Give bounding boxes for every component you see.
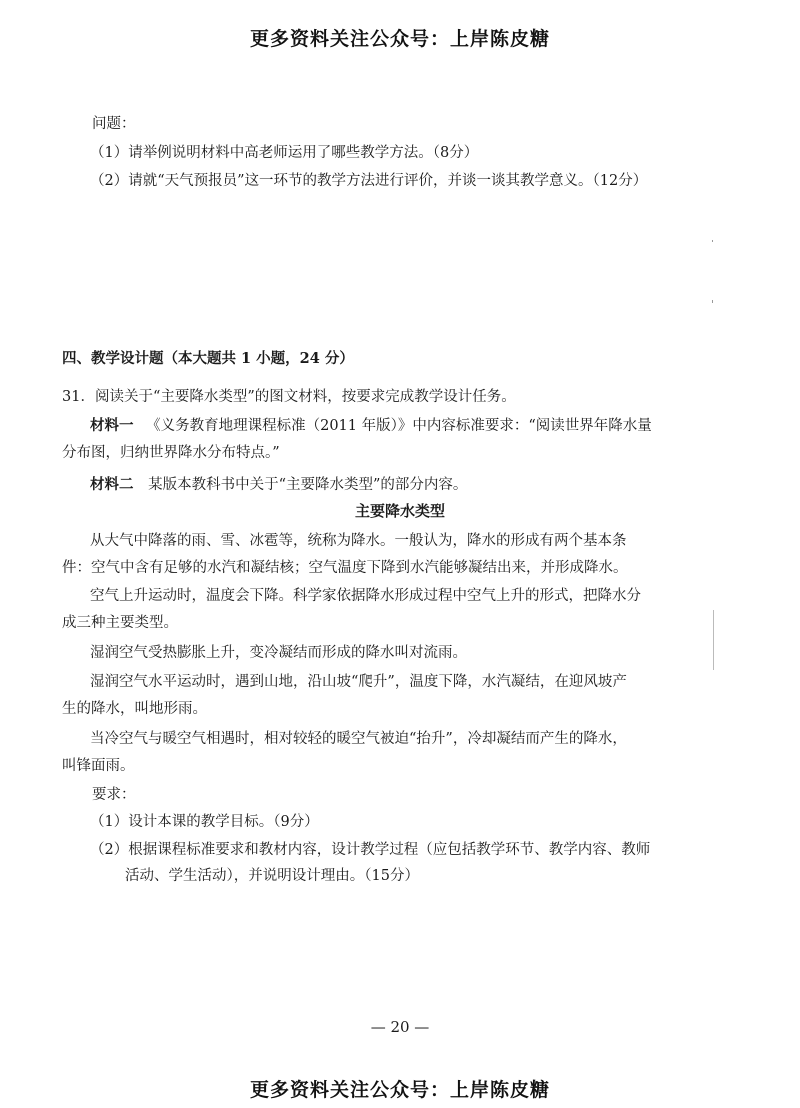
- material-1-label: 材料一: [90, 417, 134, 434]
- textbook-title: 主要降水类型: [354, 502, 445, 520]
- material-1-text: 《义务教育地理课程标准（2011 年版）》中内容标准要求：“阅读世界年降水量: [146, 418, 652, 434]
- requirement-2-line-2: 活动、学生活动），并说明设计理由。（15分）: [125, 868, 419, 884]
- question-1: （1）请举例说明材料中高老师运用了哪些教学方法。（8分）: [90, 145, 479, 161]
- material-1-line-1: [90, 414, 652, 435]
- scan-artifact: [712, 240, 713, 242]
- paragraph-4-line-1: 湿润空气水平运动时，遇到山地，沿山坡“爬升”，温度下降，水汽凝结，在迎风坡产: [90, 674, 627, 690]
- requirement-1: （1）设计本课的教学目标。（9分）: [90, 814, 319, 830]
- paragraph-5-line-1: 当冷空气与暖空气相遇时，相对较轻的暖空气被迫“抬升”，冷却凝结而产生的降水，: [90, 731, 627, 747]
- material-1-line-2: 分布图，归纳世界降水分布特点。”: [62, 445, 280, 461]
- requirement-2-line-1: （2）根据课程标准要求和教材内容，设计教学过程（应包括教学环节、教学内容、教师: [90, 842, 651, 858]
- section-heading: 四、教学设计题（本大题共 1 小题，24 分）: [62, 350, 354, 367]
- question-2: （2）请就“天气预报员”这一环节的教学方法进行评价，并谈一谈其教学意义。（12分）: [90, 173, 648, 189]
- questions-label: 问题：: [92, 116, 136, 132]
- material-2: [90, 473, 467, 494]
- scan-artifact: [713, 610, 714, 670]
- material-2-label: 材料二: [90, 476, 134, 493]
- page-number: — 20 —: [370, 1018, 430, 1036]
- material-2-text: 某版本教科书中关于“主要降水类型”的部分内容。: [148, 477, 468, 493]
- header-banner: 更多资料关注公众号：上岸陈皮糖: [249, 28, 550, 50]
- paragraph-1-line-1: 从大气中降落的雨、雪、冰雹等，统称为降水。一般认为，降水的形成有两个基本条: [90, 533, 627, 549]
- paragraph-4-line-2: 生的降水，叫地形雨。: [62, 701, 207, 717]
- scan-artifact: [712, 300, 713, 303]
- question-31: 31．阅读关于“主要降水类型”的图文材料，按要求完成教学设计任务。: [62, 389, 516, 405]
- paragraph-1-line-2: 件：空气中含有足够的水汽和凝结核；空气温度下降到水汽能够凝结出来，并形成降水。: [62, 560, 628, 576]
- footer-banner: 更多资料关注公众号：上岸陈皮糖: [249, 1079, 550, 1101]
- paragraph-3: 湿润空气受热膨胀上升，变冷凝结而形成的降水叫对流雨。: [90, 645, 467, 661]
- paragraph-2-line-2: 成三种主要类型。: [62, 615, 178, 631]
- paragraph-5-line-2: 叫锋面雨。: [62, 758, 135, 774]
- requirements-label: 要求：: [92, 787, 136, 803]
- paragraph-2-line-1: 空气上升运动时，温度会下降。科学家依据降水形成过程中空气上升的形式，把降水分: [90, 588, 641, 604]
